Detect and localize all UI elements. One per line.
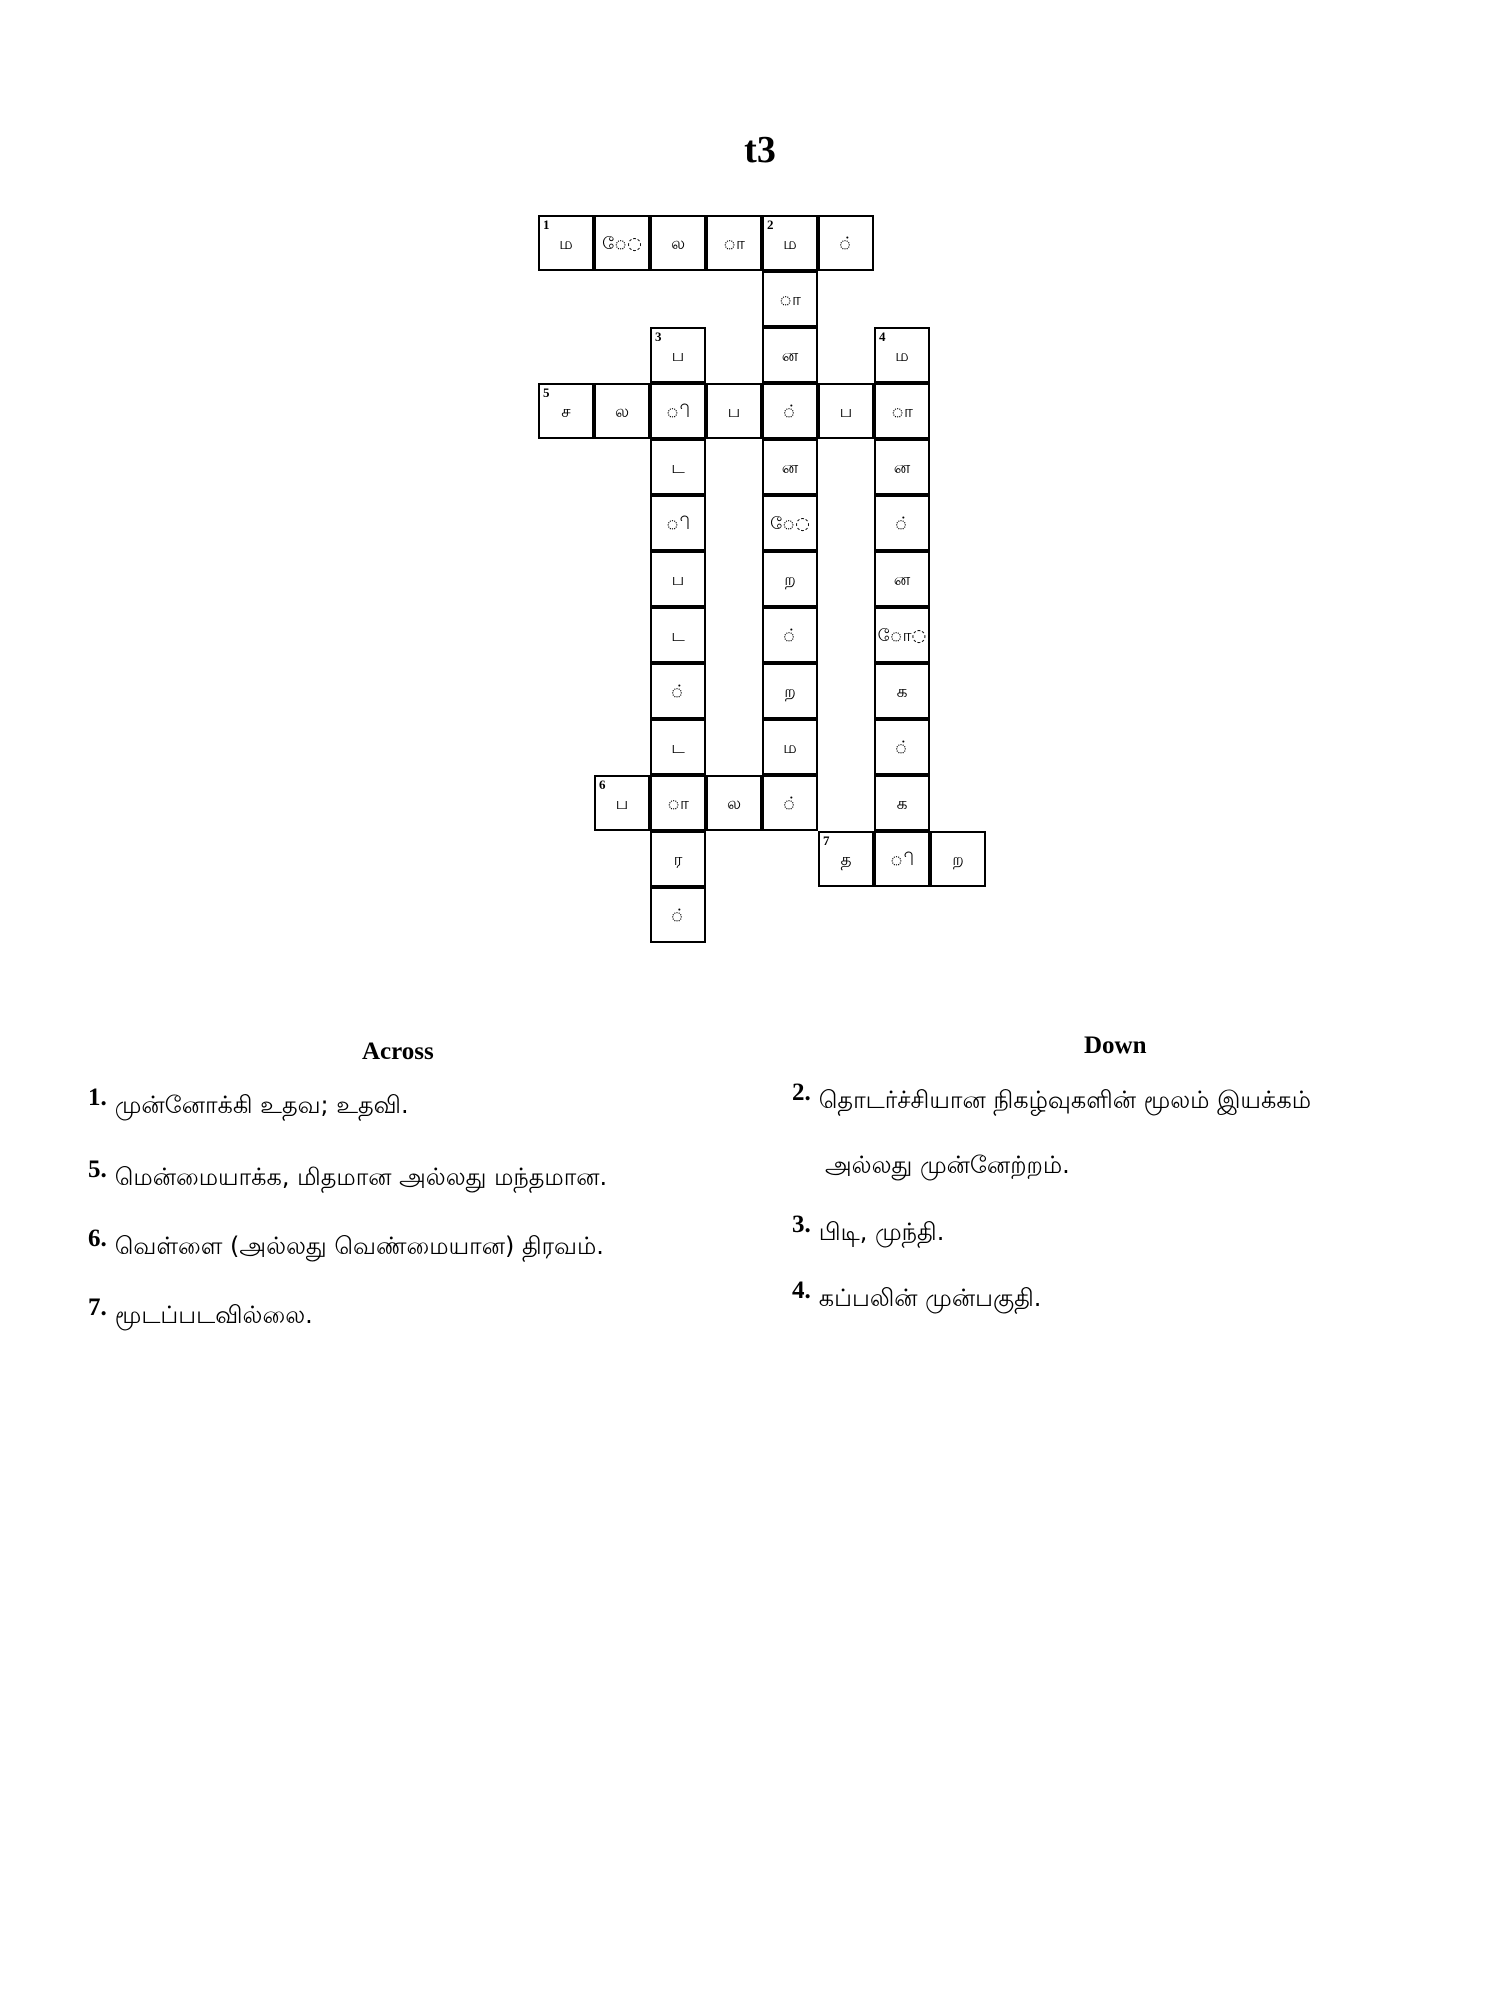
grid-cell[interactable] [706, 775, 762, 831]
cell-number: 5 [543, 385, 550, 400]
grid-cell[interactable] [762, 775, 818, 831]
down-clue-continuation: அல்லது முன்னேற்றம். [825, 1151, 1070, 1179]
cell-letter: ◌ா [891, 402, 913, 422]
cell-letter: ◌் [670, 682, 686, 702]
cell-letter: ◌ி [890, 850, 914, 870]
across-clue [88, 1156, 608, 1193]
clue-text: வெள்ளை (அல்லது வெண்மையான) திரவம். [114, 1232, 604, 1260]
cell-letter: ன [781, 458, 799, 478]
grid-cell[interactable] [818, 383, 874, 439]
cell-letter: ப [671, 570, 685, 590]
clue-text: முன்னோக்கி உதவ; உதவி. [114, 1091, 409, 1119]
cell-number: 1 [543, 217, 550, 232]
cell-letter: ோ◌ [877, 626, 927, 646]
grid-cell[interactable] [594, 215, 650, 271]
grid-cell[interactable] [538, 383, 594, 439]
clue-number: 7. [88, 1294, 107, 1321]
grid-cell[interactable] [874, 775, 930, 831]
grid-cell[interactable] [874, 327, 930, 383]
cell-letter: ல [670, 234, 686, 254]
grid-cell[interactable] [762, 327, 818, 383]
cell-letter: ப [615, 794, 629, 814]
cell-letter: ற [952, 850, 964, 870]
cell-letter: ◌ா [779, 290, 801, 310]
grid-cell[interactable] [762, 607, 818, 663]
down-heading: Down [1084, 1032, 1147, 1059]
clue-text: மூடப்படவில்லை. [114, 1301, 313, 1329]
clue-number: 4. [792, 1277, 811, 1304]
cell-letter: ட [671, 738, 685, 758]
grid-cell[interactable] [762, 383, 818, 439]
cell-letter: ற [784, 682, 796, 702]
grid-cell[interactable] [650, 719, 706, 775]
grid-cell[interactable] [874, 663, 930, 719]
clue-text: கப்பலின் முன்பகுதி. [818, 1284, 1042, 1312]
grid-cell[interactable] [650, 607, 706, 663]
grid-cell[interactable] [762, 719, 818, 775]
cell-letter: ட [671, 626, 685, 646]
grid-cell[interactable] [874, 383, 930, 439]
down-clue [792, 1277, 1042, 1314]
grid-cell[interactable] [650, 383, 706, 439]
grid-cell[interactable] [874, 551, 930, 607]
cell-letter: ே◌ [602, 234, 642, 254]
cell-letter: ◌் [894, 514, 910, 534]
grid-cell[interactable] [818, 215, 874, 271]
across-clue [88, 1084, 409, 1121]
grid-cell[interactable] [706, 383, 762, 439]
clue-number: 5. [88, 1156, 107, 1183]
cell-letter: ம [895, 346, 909, 366]
grid-cell[interactable] [874, 607, 930, 663]
cell-letter: ◌ி [666, 514, 690, 534]
cell-letter: ◌் [782, 794, 798, 814]
cell-letter: ◌் [782, 626, 798, 646]
grid-cell[interactable] [874, 495, 930, 551]
grid-cell[interactable] [762, 215, 818, 271]
cell-letter: த [840, 850, 852, 870]
cell-number: 7 [823, 833, 830, 848]
cell-number: 4 [879, 329, 886, 344]
grid-cell[interactable] [762, 551, 818, 607]
cell-letter: ◌் [782, 402, 798, 422]
clue-text: தொடர்ச்சியான நிகழ்வுகளின் மூலம் இயக்கம் [818, 1086, 1312, 1114]
clue-number: 3. [792, 1211, 811, 1238]
cell-letter: ே◌ [770, 514, 810, 534]
grid-cell[interactable] [594, 775, 650, 831]
cell-letter: ◌ா [723, 234, 745, 254]
grid-cell[interactable] [594, 383, 650, 439]
grid-cell[interactable] [538, 215, 594, 271]
grid-cell[interactable] [650, 327, 706, 383]
grid-cell[interactable] [762, 271, 818, 327]
grid-cell[interactable] [650, 439, 706, 495]
cell-letter: ச [561, 402, 571, 422]
cell-letter: ப [671, 346, 685, 366]
cell-letter: ம [783, 738, 797, 758]
clue-number: 2. [792, 1079, 811, 1106]
across-clue [88, 1294, 313, 1331]
grid-cell[interactable] [650, 775, 706, 831]
grid-cell[interactable] [762, 663, 818, 719]
down-clue [792, 1211, 945, 1248]
cell-letter: ◌் [894, 738, 910, 758]
cell-letter: ப [727, 402, 741, 422]
cell-letter: ◌ா [667, 794, 689, 814]
cell-number: 2 [767, 217, 774, 232]
across-heading: Across [362, 1038, 434, 1065]
cell-letter: ற [784, 570, 796, 590]
cell-letter: ◌் [670, 906, 686, 926]
cell-letter: ன [893, 458, 911, 478]
cell-letter: ன [893, 570, 911, 590]
cell-letter: ன [781, 346, 799, 366]
grid-cell[interactable] [874, 439, 930, 495]
grid-cell[interactable] [762, 439, 818, 495]
cell-number: 3 [655, 329, 662, 344]
grid-cell[interactable] [650, 215, 706, 271]
clue-number: 6. [88, 1225, 107, 1252]
cell-number: 6 [599, 777, 606, 792]
grid-cell[interactable] [650, 831, 706, 887]
cell-letter: ◌ி [666, 402, 690, 422]
grid-cell[interactable] [650, 495, 706, 551]
grid-cell[interactable] [650, 887, 706, 943]
grid-cell[interactable] [650, 551, 706, 607]
cell-letter: ர [673, 850, 683, 870]
across-clue [88, 1225, 604, 1262]
cell-letter: ம [559, 234, 573, 254]
clue-number: 1. [88, 1084, 107, 1111]
cell-letter: க [896, 794, 908, 814]
cell-letter: ப [839, 402, 853, 422]
cell-letter: ல [614, 402, 630, 422]
cell-letter: ◌் [838, 234, 854, 254]
cell-letter: ம [783, 234, 797, 254]
grid-cell[interactable] [874, 719, 930, 775]
grid-cell[interactable] [818, 831, 874, 887]
clue-text: மென்மையாக்க, மிதமான அல்லது மந்தமான. [114, 1163, 608, 1191]
page-title: t3 [744, 129, 776, 171]
cell-letter: ல [726, 794, 742, 814]
grid-cell[interactable] [762, 495, 818, 551]
grid-cell[interactable] [874, 831, 930, 887]
grid-cell[interactable] [706, 215, 762, 271]
cell-letter: க [896, 682, 908, 702]
down-clue [792, 1079, 1312, 1116]
grid-cell[interactable] [930, 831, 986, 887]
grid-cell[interactable] [650, 663, 706, 719]
cell-letter: ட [671, 458, 685, 478]
clue-text: பிடி, முந்தி. [818, 1218, 945, 1246]
